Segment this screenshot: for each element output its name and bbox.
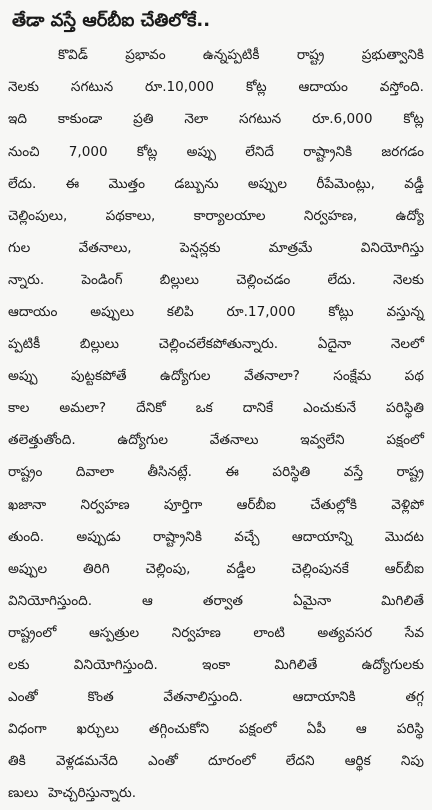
article-word: దూరంలో [208, 753, 256, 770]
article-word: తలెత్తుతోంది. [8, 432, 76, 449]
article-word: మిగిలితే [274, 657, 318, 674]
article-word: తిరిగి [83, 560, 110, 577]
article-word: న్నారు. [8, 271, 45, 288]
article-word: దానికే [242, 400, 274, 417]
article-word: బిల్లులు [159, 271, 199, 288]
article-word: గుల [8, 239, 31, 256]
article-word: లాంటి [253, 624, 285, 641]
article-word: సగటున [239, 111, 282, 128]
article-line [8, 104, 424, 136]
article-headline: తేడా వస్తే ఆర్‌బీఐ చేతిలోకే.. [12, 10, 211, 31]
article-word: సగటున [70, 79, 114, 96]
article-word: అత్యవసర [317, 624, 373, 641]
article-word: ఇంకా [202, 657, 231, 674]
article-word: ఇది [8, 111, 27, 128]
article-word: రాష్ట్ర [396, 464, 424, 481]
article-word: వస్తోంది. [379, 79, 424, 96]
article-word: నిర్వహణ, [303, 207, 358, 224]
article-word: పథకాలు, [105, 207, 156, 224]
article-word: తగ్గించుకోని [148, 721, 210, 738]
article-word: లేదు. [327, 271, 356, 288]
article-word: నెలకు [392, 271, 424, 288]
article-word: ఎంచుకునే [303, 400, 357, 417]
article-word: అప్పుడు [76, 528, 121, 545]
article-word: వేతనాలా? [244, 368, 300, 385]
article-word: చెల్లించడం [236, 271, 291, 288]
article-word: కోట్ల [403, 111, 424, 128]
article-line [8, 746, 424, 778]
article-word: తికి [8, 753, 26, 770]
article-word: ఆదాయానికి [292, 689, 356, 706]
article-word: డబ్బును [174, 175, 219, 192]
article-word: తుంది. [8, 528, 45, 545]
article-word: నుంచి [8, 143, 40, 160]
article-line [8, 297, 424, 329]
article-word: 7,000 [68, 143, 108, 160]
article-word: పుట్టకపోతే [70, 368, 127, 385]
article-word: ప్రతి [133, 111, 154, 128]
article-line [8, 40, 424, 72]
article-word: రీపేమెంట్లు, [316, 175, 375, 192]
article-word: పెండింగ్ [81, 271, 123, 288]
article-word: తర్వాత [202, 592, 243, 609]
article-word: అప్పు [8, 368, 38, 385]
article-word: వస్తే [343, 464, 363, 481]
article-word: పూర్తిగా [163, 496, 203, 513]
article-line [8, 233, 424, 265]
article-word: వేతనాలు [209, 432, 259, 449]
article-line [8, 200, 424, 232]
article-word: పరిస్థితి [386, 400, 424, 417]
article-word: ఆర్‌బీఐ [384, 560, 424, 577]
article-word: పక్షంలో [238, 721, 277, 738]
article-word: ఆదాయం [298, 79, 348, 96]
article-word: రాష్ట్రానికి [303, 143, 353, 160]
article-word: ఆదాయం [8, 304, 58, 320]
article-word: ఆదాయాన్ని [291, 528, 353, 545]
article-word: హెచ్చరిస్తున్నారు. [48, 785, 137, 802]
article-body [8, 40, 424, 810]
article-line [8, 457, 424, 489]
article-word: ఉద్యోగులకు [361, 657, 424, 674]
article-word: వేతనాలిస్తుంది. [163, 689, 243, 706]
article-word: వచ్చే [234, 528, 260, 545]
article-word: చెల్లింపులు, [8, 207, 68, 224]
article-word: తగ్గ [405, 689, 424, 706]
article-word: వినియోగిస్తుంది. [73, 657, 158, 674]
article-word: రాష్ట్రం [8, 464, 43, 481]
article-word: రూ.10,000 [145, 79, 215, 96]
article-word: ఉద్యోగుల [117, 432, 168, 449]
article-word: ఈ [65, 175, 80, 192]
article-word: కోట్ల [246, 79, 267, 96]
article-line [8, 682, 424, 714]
article-word: వెళ్లడమనేది [55, 753, 118, 770]
article-line [8, 586, 424, 618]
article-word: ఉన్నప్పటికీ [202, 47, 260, 64]
article-line [8, 489, 424, 521]
article-word: వెళ్లిపో [391, 496, 424, 513]
article-word: ఎంతో [8, 689, 38, 706]
article-word: పక్షంలో [386, 432, 424, 449]
article-word: లేదు. [8, 175, 37, 192]
article-word: వినియోగిస్తు [360, 239, 424, 256]
article-word: ఏపీ [306, 721, 326, 738]
article-word: వస్తున్న [386, 304, 424, 320]
article-word: చెల్లించలేకపోతున్నారు. [158, 336, 279, 353]
article-word: ఉద్యో [395, 207, 424, 224]
article-line [8, 136, 424, 168]
article-line [8, 425, 424, 457]
article-line [8, 329, 424, 361]
article-word: ప్పటికీ [8, 336, 41, 353]
article-word: అప్పుల [8, 560, 48, 577]
article-word: మొత్తం [108, 175, 145, 192]
article-word: సంక్షేమ [333, 368, 372, 385]
article-word: కొవిడ్ [58, 47, 88, 64]
article-line [8, 72, 424, 104]
article-line [8, 618, 424, 650]
article-word: లేనిదే [245, 143, 275, 160]
article-word: రాష్ట్రానికి [152, 528, 202, 545]
article-word: ఉద్యోగుల [159, 368, 211, 385]
article-word: ఆ [355, 721, 367, 738]
article-word: మొదట [384, 528, 424, 545]
article-word: కాకుండా [57, 111, 103, 128]
article-word: సేవ [404, 624, 424, 641]
article-word: ఆర్థిక [344, 753, 371, 770]
article-word: దేనికో [136, 400, 166, 417]
article-word: అప్పులు [90, 304, 135, 320]
article-word: ఈ [225, 464, 239, 481]
article-word: మిగిలితే [381, 592, 424, 609]
article-word: విధంగా [8, 721, 47, 738]
article-word: రాష్ట్రంలో [8, 624, 57, 641]
article-word: నెలా [184, 111, 209, 128]
article-word: కోట్ల [136, 143, 158, 160]
article-word: రూ.17,000 [226, 304, 296, 320]
article-word: అప్పు [186, 143, 217, 160]
article-word: ఏదైనా [317, 336, 352, 353]
article-word: కొంత [87, 689, 114, 706]
article-word: జరగడం [381, 143, 424, 160]
article-word: కాల [8, 400, 30, 417]
article-word: ప్రభుత్వానికి [361, 47, 424, 64]
article-word: అమలా? [59, 400, 107, 417]
article-word: ఆస్పత్రుల [88, 624, 140, 641]
article-line [8, 554, 424, 586]
article-word: నిపు [400, 753, 424, 770]
article-word: చెల్లింపు, [145, 560, 191, 577]
article-word: ఒక [195, 400, 213, 417]
article-word: ణులు [8, 785, 39, 802]
article-word: పథ [404, 368, 424, 385]
article-word: పెన్షన్లకు [179, 239, 221, 256]
article-word: పరిస్థితి [272, 464, 311, 481]
article-line [8, 393, 424, 425]
article-word: పరిస్థి [396, 721, 424, 738]
article-line [8, 168, 424, 200]
article-word: మాత్రమే [268, 239, 313, 256]
article-word: వినియోగిస్తుంది. [8, 592, 93, 609]
article-word: కార్యాలయాల [193, 207, 266, 224]
article-word: చేతుల్లోకి [310, 496, 357, 513]
article-word: ఆ [142, 592, 153, 609]
article-line [8, 714, 424, 746]
article-line [8, 521, 424, 553]
article-line [8, 650, 424, 682]
article-word: ఏమైనా [292, 592, 332, 609]
article-word: నిర్వహణ [80, 496, 130, 513]
article-word: నిర్వహణ [171, 624, 221, 641]
article-word: నెలలో [390, 336, 424, 353]
article-line [8, 778, 424, 810]
article-word: కోట్లు [328, 304, 354, 320]
article-word: కలిపి [166, 304, 194, 320]
article-word: ఎంతో [148, 753, 178, 770]
article-word: ఆర్‌బీఐ [236, 496, 276, 513]
article-word: రాష్ట్ర [296, 47, 325, 64]
article-word: రూ.6,000 [312, 111, 373, 128]
article-word: ఖర్చులు [76, 721, 119, 738]
article-line [8, 265, 424, 297]
article-word: వేతనాలు, [78, 239, 132, 256]
article-word: ప్రభావం [125, 47, 166, 64]
article-word: వడ్డీల [226, 560, 256, 577]
article-word: తీసినట్లే. [147, 464, 192, 481]
article-word: ఖజానా [8, 496, 47, 513]
article-word: ఇవ్వలేని [300, 432, 345, 449]
article-word: నెలకు [8, 79, 39, 96]
article-line [8, 361, 424, 393]
article-word: లకు [8, 657, 30, 674]
article-word: అప్పుల [247, 175, 288, 192]
article-word: బిల్లులు [79, 336, 120, 353]
article-word: దివాలా [75, 464, 114, 481]
article-word: చెల్లింపునకే [291, 560, 349, 577]
article-word: లేదని [285, 753, 315, 770]
article-word: వడ్డీ [404, 175, 424, 192]
